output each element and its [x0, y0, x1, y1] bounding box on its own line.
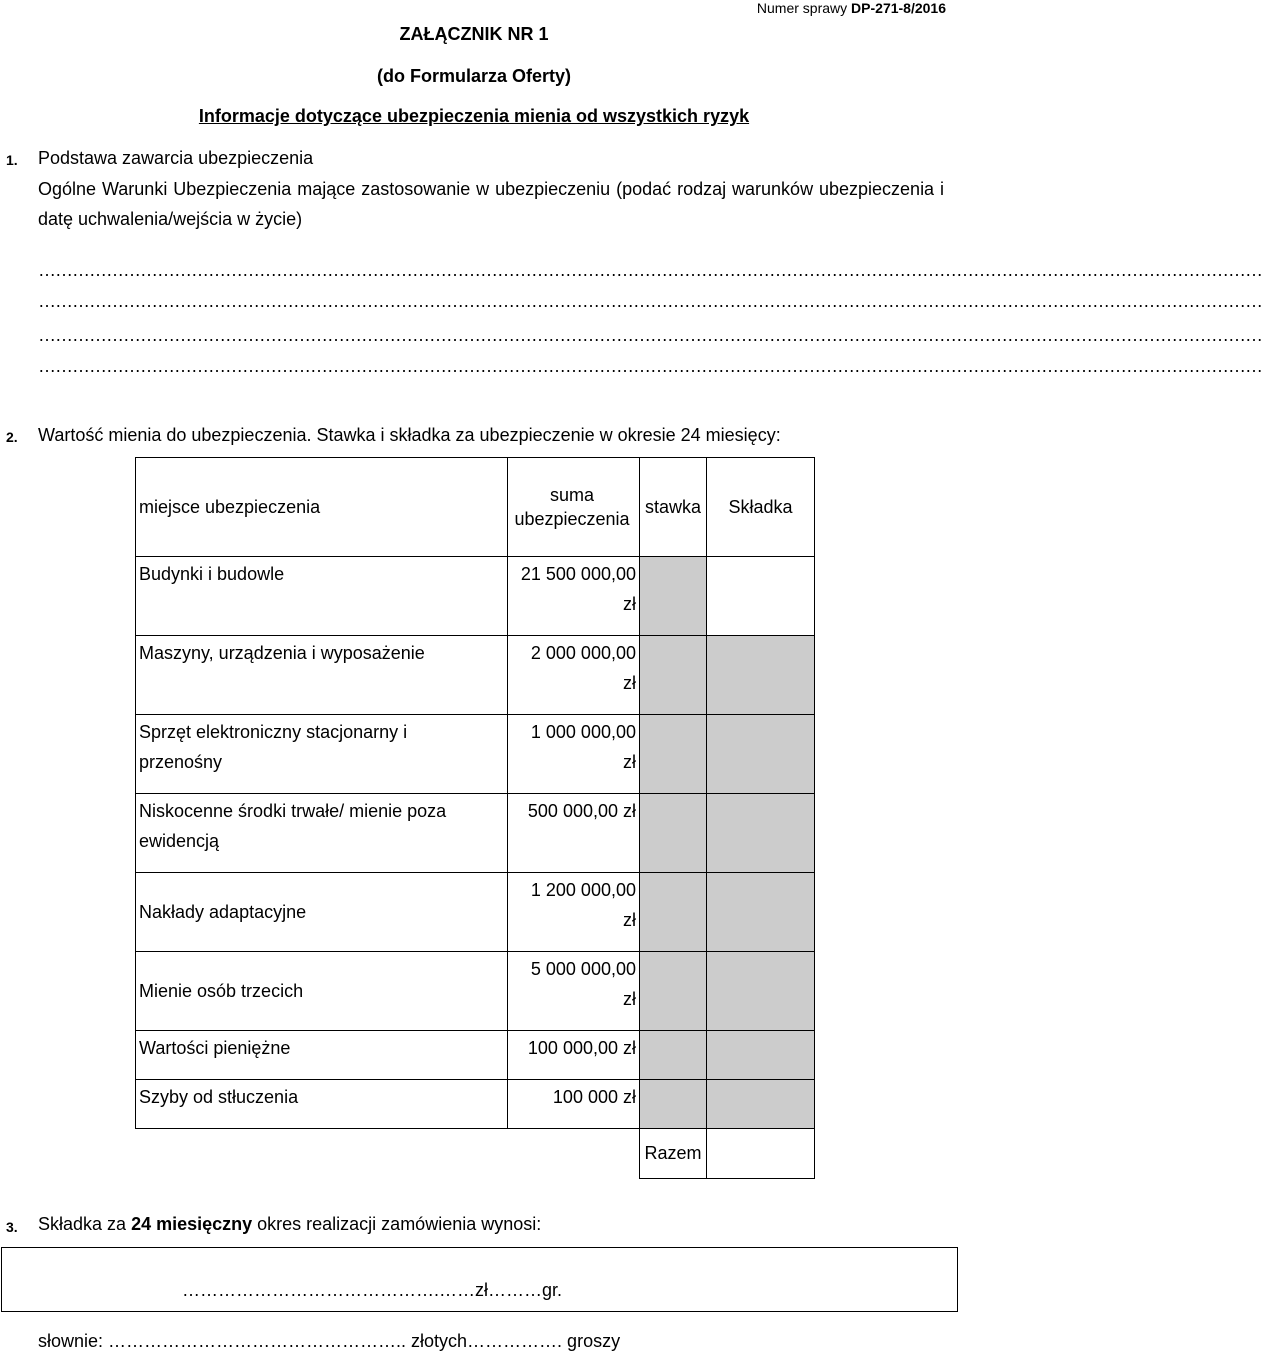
case-number-value: DP-271-8/2016: [851, 0, 946, 16]
row-premium-cell[interactable]: [707, 873, 815, 952]
row-rate-cell[interactable]: [640, 794, 707, 873]
amount-in-words-line[interactable]: słownie: ………………………………………….. złotych……………. groszy: [38, 1331, 621, 1351]
row-place: Budynki i budowle: [136, 557, 508, 636]
row-rate-cell[interactable]: [640, 557, 707, 636]
section3-heading-pre: Składka za: [38, 1214, 132, 1234]
row-sum: [508, 1031, 640, 1080]
row-sum: [508, 794, 640, 873]
row-sum: [508, 557, 640, 636]
fill-line-4[interactable]: ………………………………………………………………………………………………………………………………………………………………………………………………: [38, 356, 1262, 376]
header-rate: stawka: [640, 458, 707, 557]
row-place: Mienie osób trzecich: [136, 952, 508, 1031]
row-sum-line1: 500 000,00 zł: [527, 801, 636, 821]
fill-line-3[interactable]: ………………………………………………………………………………………………………………………………………………………………………………………………: [38, 325, 1262, 345]
header-sum-line1: suma: [549, 485, 594, 505]
fill-line-2[interactable]: ………………………………………………………………………………………………………………………………………………………………………………………………: [38, 291, 1262, 311]
row-place-text: Sprzęt elektroniczny stacjonarny i przenośny: [139, 722, 408, 772]
table-row: [136, 715, 815, 794]
row-rate-cell[interactable]: [640, 636, 707, 715]
row-rate-cell[interactable]: [640, 952, 707, 1031]
row-sum-line1: 2 000 000,00: [530, 643, 636, 663]
total-spacer: [136, 1129, 640, 1179]
row-premium-cell[interactable]: [707, 794, 815, 873]
insurance-table: [135, 457, 815, 1179]
row-sum-line2: zł: [623, 594, 636, 614]
row-sum-line1: 100 000 zł: [552, 1087, 636, 1107]
row-sum: [508, 636, 640, 715]
annex-title: ZAŁĄCZNIK NR 1: [399, 24, 549, 44]
section1-number: 1.: [6, 152, 18, 168]
fill-line-1[interactable]: ………………………………………………………………………………………………………………………………………………………………………………………………: [38, 260, 1262, 280]
table-total-row: [136, 1129, 815, 1179]
row-place: Szyby od stłuczenia: [136, 1080, 508, 1129]
section3-number: 3.: [6, 1219, 18, 1235]
row-sum: [508, 873, 640, 952]
row-premium-cell[interactable]: [707, 1031, 815, 1080]
row-place: Nakłady adaptacyjne: [136, 873, 508, 952]
section3-heading-post: okres realizacji zamówienia wynosi:: [252, 1214, 542, 1234]
table-row: [136, 1031, 815, 1080]
row-sum-line2: zł: [623, 910, 636, 930]
row-rate-cell[interactable]: [640, 1031, 707, 1080]
row-sum-line1: 1 200 000,00: [530, 880, 636, 900]
header-sum-line2: ubezpieczenia: [514, 509, 630, 529]
table-row: [136, 1080, 815, 1129]
row-sum-line1: 1 000 000,00: [530, 722, 636, 742]
row-rate-cell[interactable]: [640, 715, 707, 794]
case-number: [757, 0, 946, 16]
row-rate-cell[interactable]: [640, 1080, 707, 1129]
row-sum: [508, 952, 640, 1031]
premium-amount-box[interactable]: [1, 1247, 958, 1312]
row-premium-cell[interactable]: [707, 715, 815, 794]
table-row: [136, 873, 815, 952]
table-header-row: [136, 458, 815, 557]
row-premium-cell[interactable]: [707, 1080, 815, 1129]
section2-heading: Wartość mienia do ubezpieczenia. Stawka i składka za ubezpieczenie w okresie 24 miesięcy:: [38, 425, 781, 445]
row-sum-line2: zł: [623, 989, 636, 1009]
section1-text: Ogólne Warunki Ubezpieczenia mające zastosowanie w ubezpieczeniu (podać rodzaj warunków ubezpieczenia i datę uchwalenia/wejścia w życie): [38, 179, 944, 229]
row-sum-line1: 100 000,00 zł: [527, 1038, 636, 1058]
row-sum-line2: zł: [623, 673, 636, 693]
row-premium-cell[interactable]: [707, 952, 815, 1031]
total-premium-cell[interactable]: [707, 1129, 815, 1179]
section3-heading: [38, 1214, 541, 1235]
row-sum: [508, 1080, 640, 1129]
header-premium: Składka: [707, 458, 815, 557]
row-place: [136, 794, 508, 873]
row-sum: [508, 715, 640, 794]
table-row: [136, 557, 815, 636]
table-row: [136, 794, 815, 873]
table-row: [136, 636, 815, 715]
row-sum-line1: 5 000 000,00: [530, 959, 636, 979]
row-premium-cell[interactable]: [707, 557, 815, 636]
premium-amount-line[interactable]: …………………………………….……zł………gr.: [182, 1280, 563, 1300]
row-sum-line1: 21 500 000,00: [520, 564, 636, 584]
section2-number: 2.: [6, 429, 18, 445]
row-place: Wartości pieniężne: [136, 1031, 508, 1080]
row-place: Maszyny, urządzenia i wyposażenie: [136, 636, 508, 715]
row-rate-cell[interactable]: [640, 873, 707, 952]
total-label: Razem: [640, 1129, 707, 1179]
section1-heading: Podstawa zawarcia ubezpieczenia: [38, 148, 314, 168]
row-premium-cell[interactable]: [707, 636, 815, 715]
annex-heading: Informacje dotyczące ubezpieczenia mienia od wszystkich ryzyk: [198, 106, 750, 126]
row-place: [136, 715, 508, 794]
row-place-text: Niskocenne środki trwałe/ mienie poza ewidencją: [139, 801, 447, 851]
header-place: miejsce ubezpieczenia: [136, 458, 508, 557]
row-sum-line2: zł: [623, 752, 636, 772]
section3-heading-bold: 24 miesięczny: [131, 1214, 253, 1234]
annex-subtitle: (do Formularza Oferty): [376, 66, 572, 86]
table-row: [136, 952, 815, 1031]
case-number-label: Numer sprawy: [756, 0, 848, 16]
header-sum: [508, 458, 640, 557]
